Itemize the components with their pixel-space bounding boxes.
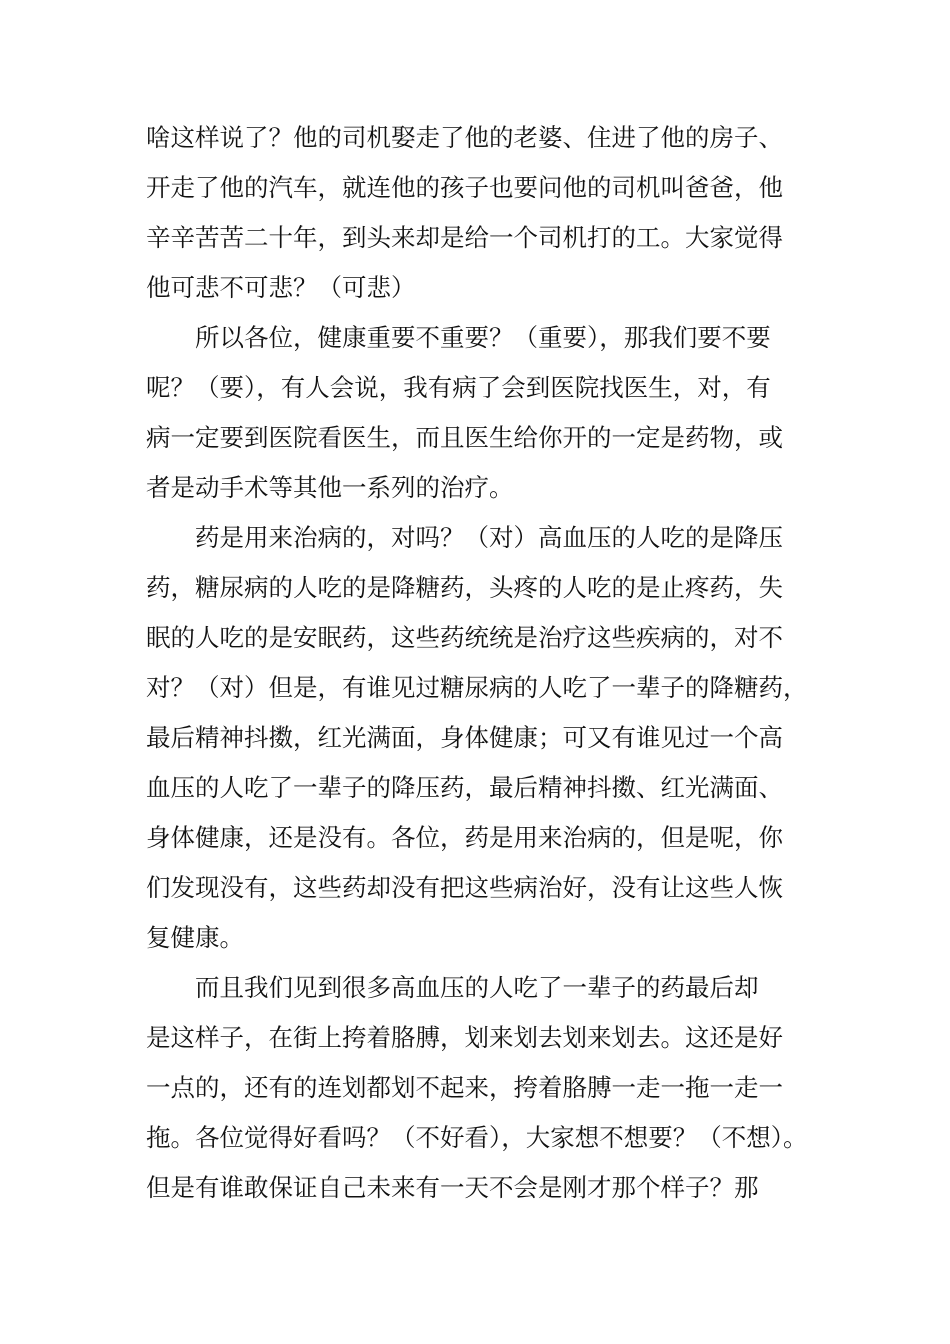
paragraph-continuation: [146, 113, 811, 313]
text-line: 对？（对）但是，有谁见过糖尿病的人吃了一辈子的降糖药，: [146, 673, 808, 702]
text-line: 所以各位，健康重要不重要？（重要），那我们要不要: [195, 323, 771, 352]
text-line: 啥这样说了？他的司机娶走了他的老婆、住进了他的房子、: [146, 123, 783, 152]
paragraph-hypertension: [146, 963, 811, 1213]
text-line: 呢？（要），有人会说，我有病了会到医院找医生，对，有: [146, 373, 771, 402]
text-line: 药，糖尿病的人吃的是降糖药，头疼的人吃的是止疼药，失: [146, 573, 783, 602]
text-line: 他可悲不可悲？（可悲）: [146, 273, 416, 302]
text-line: 拖。各位觉得好看吗？（不好看），大家想不想要？（不想）。: [146, 1123, 808, 1152]
text-line: 一点的，还有的连划都划不起来，挎着胳膊一走一拖一走一: [146, 1073, 783, 1102]
paragraph-medicine: [146, 513, 811, 963]
text-line: 但是有谁敢保证自己未来有一天不会是刚才那个样子？那: [146, 1173, 759, 1202]
text-line: 血压的人吃了一辈子的降压药，最后精神抖擞、红光满面、: [146, 773, 783, 802]
text-line: 们发现没有，这些药却没有把这些病治好，没有让这些人恢: [146, 873, 783, 902]
text-line: 眠的人吃的是安眠药，这些药统统是治疗这些疾病的，对不: [146, 623, 783, 652]
text-line: 而且我们见到很多高血压的人吃了一辈子的药最后却: [195, 973, 759, 1002]
text-line: 最后精神抖擞，红光满面，身体健康；可又有谁见过一个高: [146, 723, 783, 752]
text-line: 是这样子，在街上挎着胳膊，划来划去划来划去。这还是好: [146, 1023, 783, 1052]
text-line: 病一定要到医院看医生，而且医生给你开的一定是药物，或: [146, 423, 783, 452]
text-line: 药是用来治病的，对吗？（对）高血压的人吃的是降压: [195, 523, 783, 552]
text-line: 身体健康，还是没有。各位，药是用来治病的，但是呢，你: [146, 823, 783, 852]
paragraph-health-importance: [146, 313, 811, 513]
text-line: 开走了他的汽车，就连他的孩子也要问他的司机叫爸爸，他: [146, 173, 783, 202]
text-line: 者是动手术等其他一系列的治疗。: [146, 473, 514, 502]
text-line: 复健康。: [146, 923, 244, 952]
text-line: 辛辛苦苦二十年，到头来却是给一个司机打的工。大家觉得: [146, 223, 783, 252]
body-text: [146, 113, 811, 1213]
